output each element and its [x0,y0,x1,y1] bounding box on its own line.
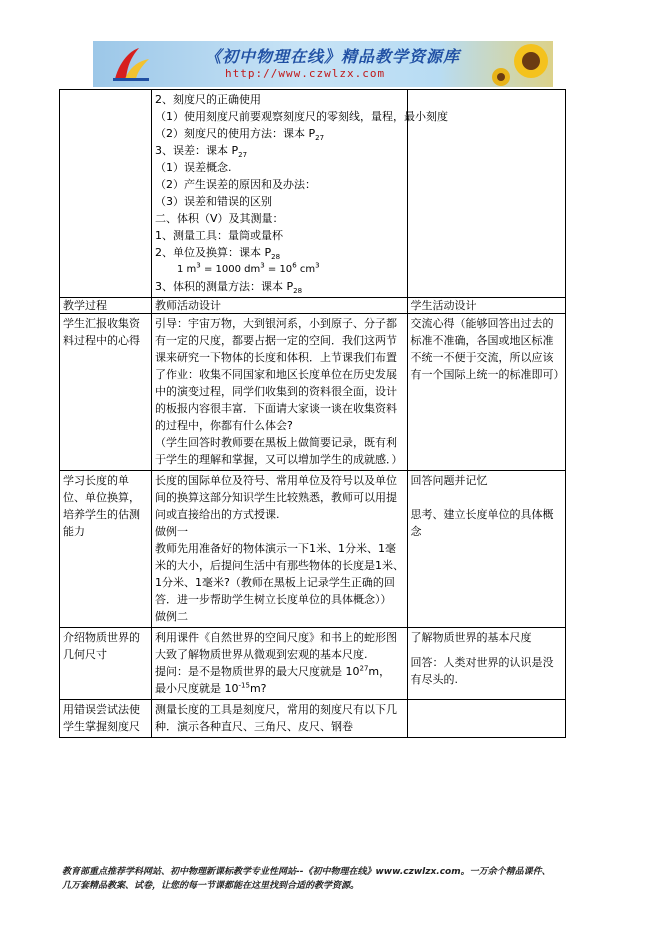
text-line: 二、体积（V）及其测量： [155,212,284,225]
header-process: 教学过程 [60,298,152,314]
example-heading: 做例二 [155,610,188,623]
header-teacher: 教师活动设计 [152,298,408,314]
teacher-cell [152,314,408,471]
table-row [60,700,566,738]
process-cell: 学生汇报收集资料过程中的心得 [60,314,152,471]
banner-title: 《初中物理在线》精品教学资源库 [205,47,461,66]
student-text: 思考、建立长度单位的具体概念 [410,508,554,538]
question-text: 最小尺度就是 $10^{-15}m$? [155,681,267,695]
table-row [60,90,566,298]
text-line: 1、测量工具：量筒或量杯 [155,229,283,242]
student-text: 回答：人类对世界的认识是没有尽头的. [410,656,554,686]
student-cell: 交流心得（能够回答出过去的标准不准确，各国或地区标准不统一不便于交流，所以应该有一个国际上统一的标准即可） [407,314,565,471]
text-line: （2）产生误差的原因和及办法： [155,178,316,191]
student-cell [407,471,565,628]
table-row [60,314,566,471]
banner-url: http://www.czwlzx.com [225,67,386,80]
teacher-note: （学生回答时教师要在黑板上做简要记录，既有利于学生的理解和掌握，又可以增加学生的成就感．） [155,436,403,466]
site-logo-icon [109,45,153,83]
lesson-plan-table [59,89,566,738]
example-heading: 做例一 [155,525,188,538]
footer-line: 几万套精品教案、试卷，让您的每一节课都能在这里找到合适的教学资源。 [62,881,360,891]
teacher-text: 利用课件《自然世界的空间尺度》和书上的蛇形图大致了解物质世界从微观到宏观的基本尺度. [155,631,397,661]
process-cell: 用错误尝试法使学生掌握刻度尺 [60,700,152,738]
text-line: 3、误差：课本 $P_{27}$ [155,144,248,160]
student-cell [407,628,565,700]
table-header-row [60,298,566,314]
table-row [60,471,566,628]
student-text: 了解物质世界的基本尺度 [410,631,532,644]
process-cell: 学习长度的单位、单位换算，培养学生的估测能力 [60,471,152,628]
text-line: （2）刻度尺的使用方法：课本 $P_{27}$ [155,127,325,143]
page-footer [62,865,602,893]
header-student: 学生活动设计 [407,298,565,314]
teacher-text: 引导：宇宙万物，大到银河系，小到原子、分子都有一定的尺度，都要占据一定的空间．我们这两节课来研究一下物体的长度和体积．上节课我们布置了作业：收集不同国家和地区长度单位在历史发展中的演变过程，同学们收集到的资料很全面，设计的板报内容很丰富．下面请大家谈一谈在收集资料的过程中，你都有什么体会? [155,317,397,432]
student-text: 回答问题并记忆 [410,474,488,487]
text-line: （1）使用刻度尺前要观察刻度尺的零刻线，量程，最小刻度 [155,110,448,123]
text-line: 3、体积的测量方法：课本 $P_{28}$ [155,280,303,296]
site-banner [93,41,553,87]
teacher-cell: 测量长度的工具是刻度尺，常用的刻度尺有以下几种．演示各种直尺、三角尺、皮尺、钢卷 [152,700,408,738]
process-cell: 介绍物质世界的几何尺寸 [60,628,152,700]
example-text: 教师先用准备好的物体演示一下1米、1分米、1毫米的大小，后提问生活中有那些物体的长度是1米、1分米、1毫米?（教师在黑板上记录学生正确的回答．进一步帮助学生树立长度单位的具体概念）） [155,542,404,606]
table-row [60,628,566,700]
sunflower-icon [491,41,551,87]
text-line: （3）误差和错误的区别 [155,195,272,208]
unit-conversion-formula: 1 $m^3 = 1000$ $dm^3 = 10^6$ $cm^3$ [177,261,320,275]
teacher-text: 长度的国际单位及符号、常用单位及符号以及单位间的换算这部分知识学生比较熟悉，教师可以用提问或直接给出的方式授课. [155,474,397,521]
student-cell [407,700,565,738]
teacher-cell [152,471,408,628]
top-left-cell [60,90,152,298]
text-line: 2、单位及换算：课本 $P_{28}$ [155,246,281,262]
footer-line: 教育部重点推荐学科网站、初中物理新课标教学专业性网站--《初中物理在线》www.czwlzx.com。一万余个精品课件、 [62,867,551,877]
question-text: 提问：是不是物质世界的最大尺度就是 $10^{27}m$， [155,664,391,678]
teacher-cell [152,628,408,700]
text-line: （1）误差概念. [155,161,232,174]
text-line: 2、刻度尺的正确使用 [155,93,261,106]
top-content-cell [152,90,448,298]
